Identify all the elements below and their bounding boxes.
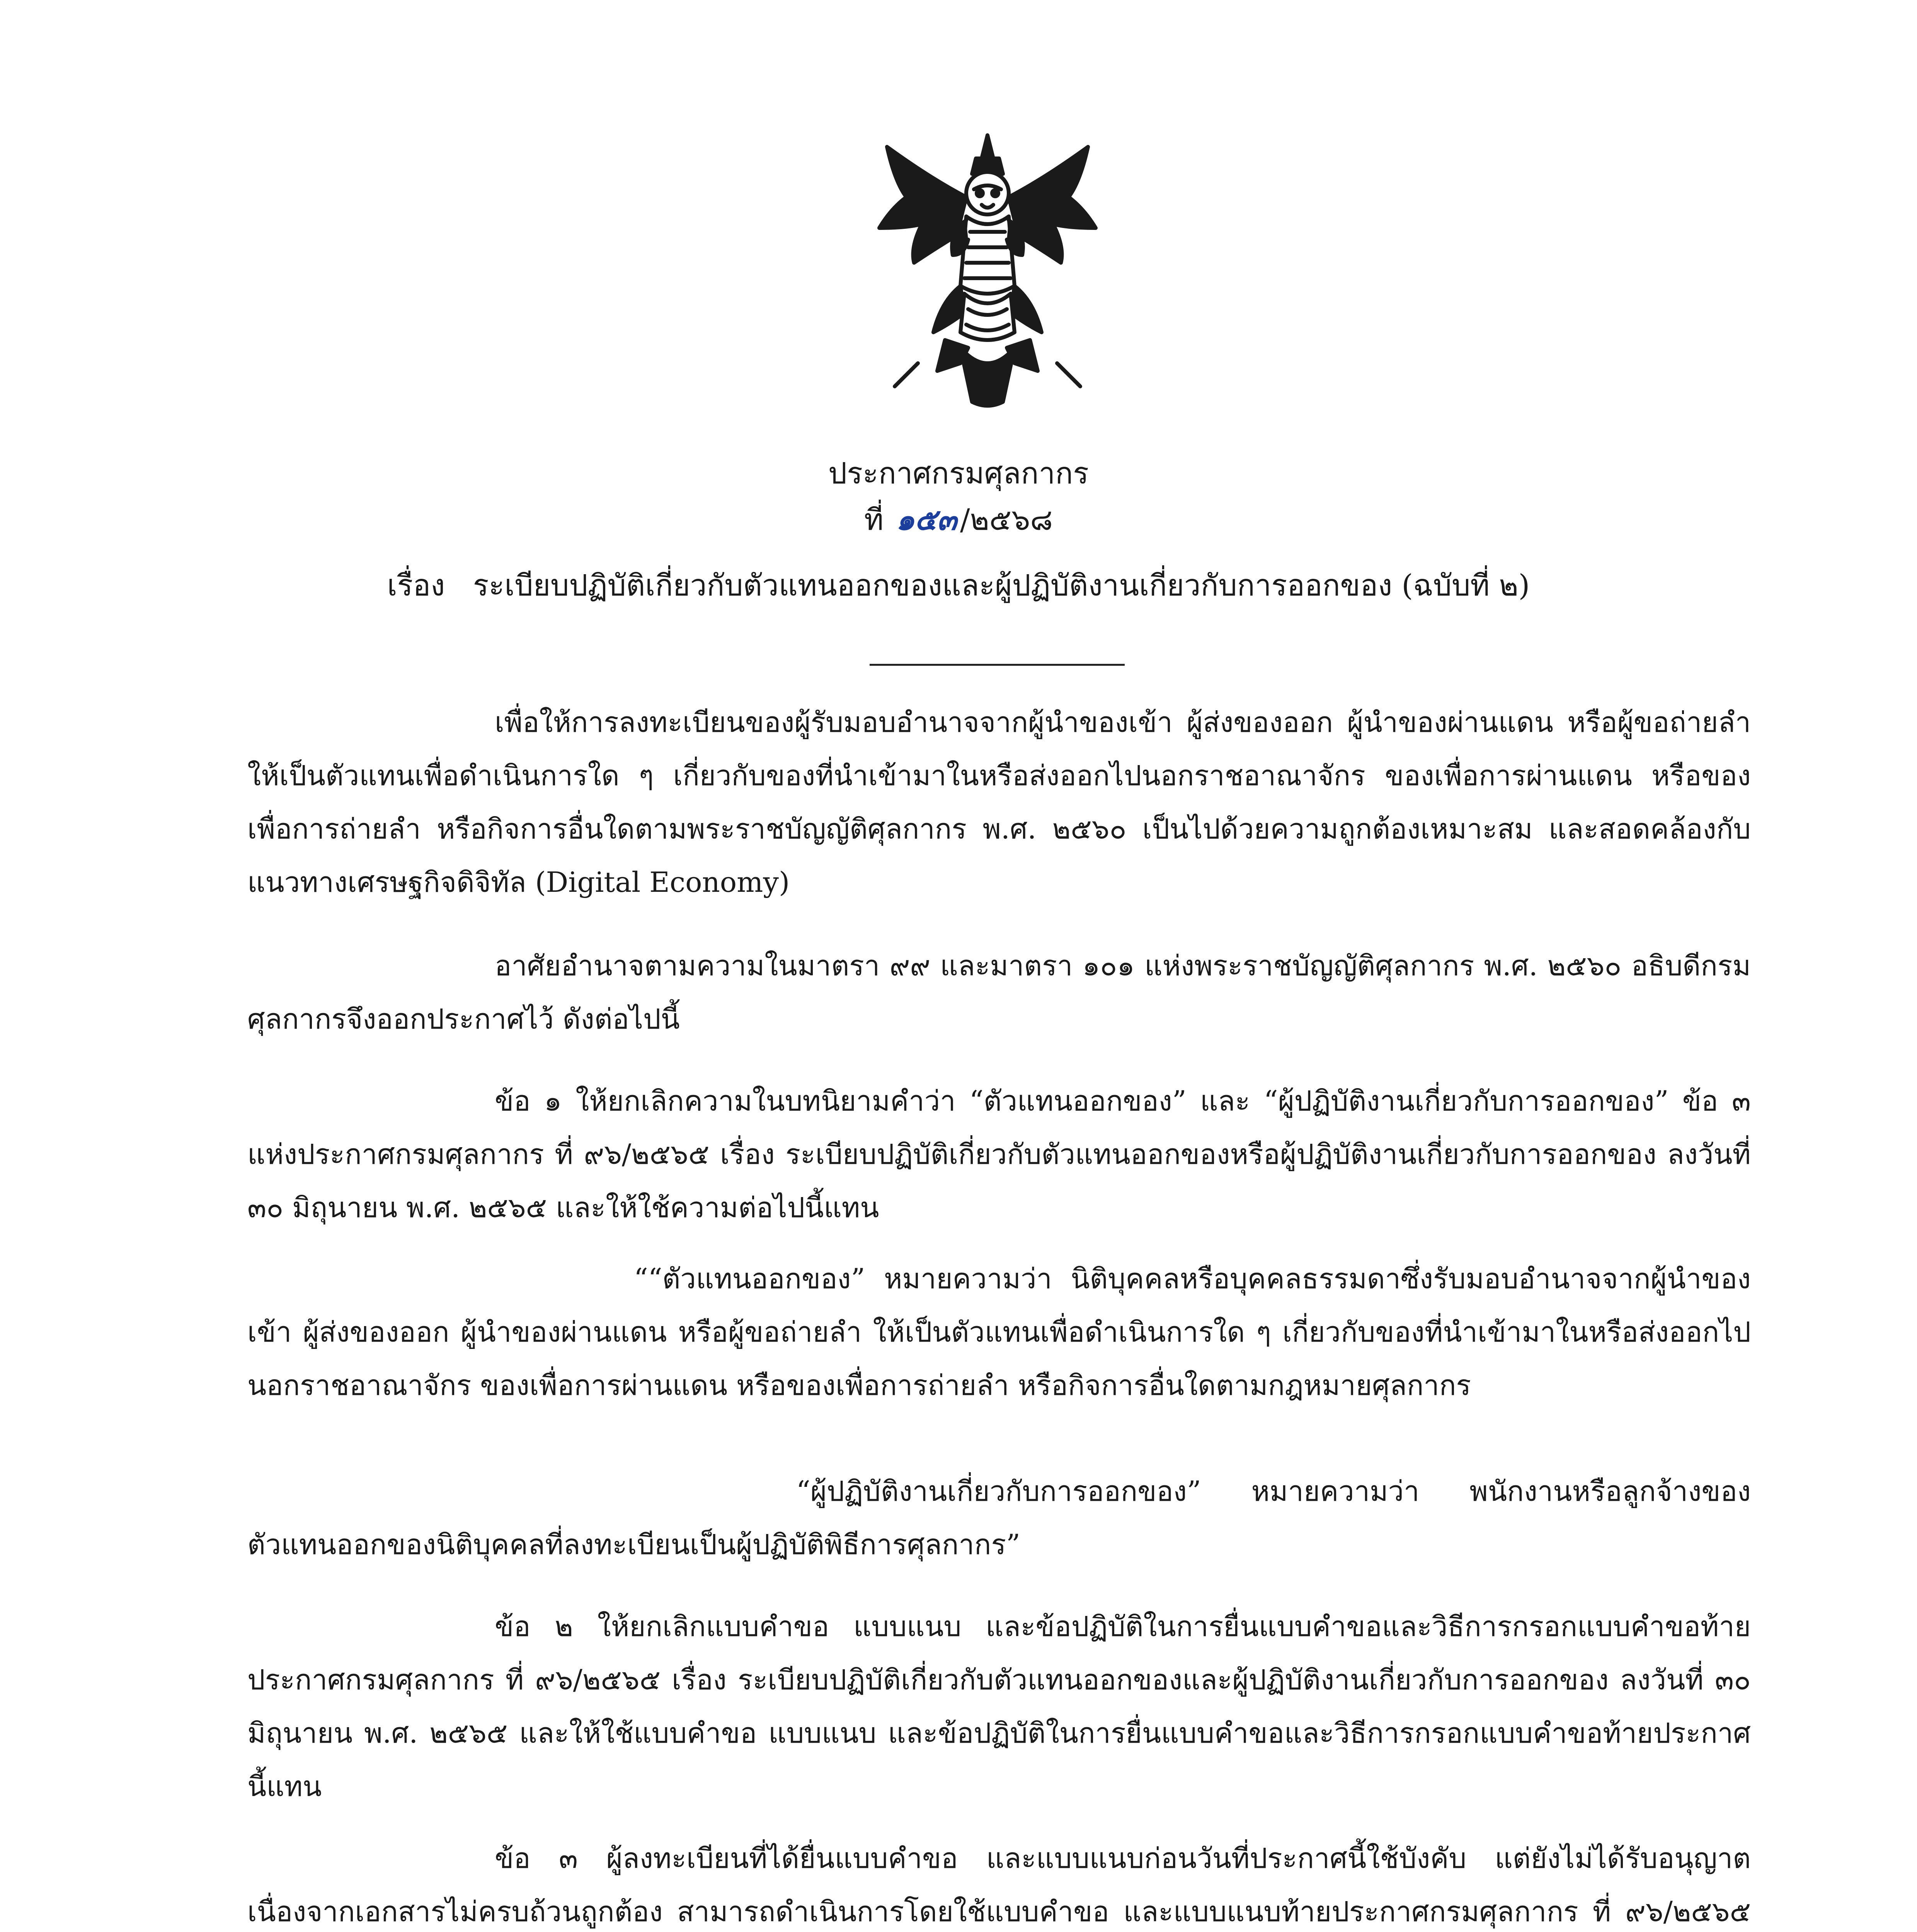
header-divider [870, 664, 1125, 666]
number-handwritten: ๑๕๓ [896, 502, 957, 537]
subject-line [0, 564, 1917, 607]
paragraph-authority: อาศัยอำนาจตามความในมาตรา ๙๙ และมาตรา ๑๐๑ แห่งพระราชบัญญัติศุลกากร พ.ศ. ๒๕๖๐ อธิบดีกรมศุลกากรจึงออกประกาศไว้ ดังต่อไปนี้ [247, 949, 1751, 1035]
paragraph-definition-operator: “ผู้ปฏิบัติงานเกี่ยวกับการออกของ” หมายความว่า พนักงานหรือลูกจ้างของตัวแทนออกของนิติบุคคลที่ลงทะเบียนเป็นผู้ปฏิบัติพิธีการศุลกากร” [247, 1475, 1751, 1561]
subject-label: เรื่อง [387, 568, 445, 602]
number-prefix: ที่ [864, 502, 884, 537]
announcement-number [0, 498, 1917, 541]
subject-text: ระเบียบปฏิบัติเกี่ยวกับตัวแทนออกของและผู้ปฏิบัติงานเกี่ยวกับการออกของ (ฉบับที่ ๒) [473, 568, 1530, 602]
garuda-emblem-icon [872, 131, 1103, 413]
number-suffix: /๒๕๖๘ [960, 502, 1053, 537]
announcement-title: ประกาศกรมศุลกากร [828, 456, 1089, 490]
paragraph-preamble: เพื่อให้การลงทะเบียนของผู้รับมอบอำนาจจากผู้นำของเข้า ผู้ส่งของออก ผู้นำของผ่านแดน หรือผู้ขอถ่ายลำ ให้เป็นตัวแทนเพื่อดำเนินการใด ๆ เกี่ยวกับของที่นำเข้ามาในหรือส่งออกไปนอกราชอาณาจักร ของเพื่อการผ่านแดน หรือของเพื่อการถ่ายลำ หรือกิจการอื่นใดตามพระราชบัญญัติศุลกากร พ.ศ. ๒๕๖๐ เป็นไปด้วยความถูกต้องเหมาะสม และสอดคล้องกับแนวทางเศรษฐกิจดิจิทัล (Digital Economy) [247, 706, 1751, 898]
paragraph-clause-2: ข้อ ๒ ให้ยกเลิกแบบคำขอ แบบแนบ และข้อปฏิบัติในการยื่นแบบคำขอและวิธีการกรอกแบบคำขอท้ายประกาศกรมศุลกากร ที่ ๙๖/๒๕๖๕ เรื่อง ระเบียบปฏิบัติเกี่ยวกับตัวแทนออกของและผู้ปฏิบัติงานเกี่ยวกับการออกของ ลงวันที่ ๓๐ มิถุนายน พ.ศ. ๒๕๖๕ และให้ใช้แบบคำขอ แบบแนบ และข้อปฏิบัติในการยื่นแบบคำขอและวิธีการกรอกแบบคำขอท้ายประกาศนี้แทน [247, 1610, 1751, 1803]
paragraph-clause-1: ข้อ ๑ ให้ยกเลิกความในบทนิยามคำว่า “ตัวแทนออกของ” และ “ผู้ปฏิบัติงานเกี่ยวกับการออกของ” ข้อ ๓ แห่งประกาศกรมศุลกากร ที่ ๙๖/๒๕๖๕ เรื่อง ระเบียบปฏิบัติเกี่ยวกับตัวแทนออกของหรือผู้ปฏิบัติงานเกี่ยวกับการออกของ ลงวันที่ ๓๐ มิถุนายน พ.ศ. ๒๕๖๕ และให้ใช้ความต่อไปนี้แทน [247, 1085, 1751, 1224]
paragraph-clause-3: ข้อ ๓ ผู้ลงทะเบียนที่ได้ยื่นแบบคำขอ และแบบแนบก่อนวันที่ประกาศนี้ใช้บังคับ แต่ยังไม่ได้รับอนุญาตเนื่องจากเอกสารไม่ครบถ้วนถูกต้อง สามารถดำเนินการโดยใช้แบบคำขอ และแบบแนบท้ายประกาศกรมศุลกากร ที่ ๙๖/๒๕๖๕ [247, 1842, 1751, 1928]
paragraph-definition-agent: ““ตัวแทนออกของ” หมายความว่า นิติบุคคลหรือบุคคลธรรมดาซึ่งรับมอบอำนาจจากผู้นำของเข้า ผู้ส่งของออก ผู้นำของผ่านแดน หรือผู้ขอถ่ายลำ ให้เป็นตัวแทนเพื่อดำเนินการใด ๆ เกี่ยวกับของที่นำเข้ามาในหรือส่งออกไปนอกราชอาณาจักร ของเพื่อการผ่านแดน หรือของเพื่อการถ่ายลำ หรือกิจการอื่นใดตามกฎหมายศุลกากร [247, 1262, 1751, 1401]
